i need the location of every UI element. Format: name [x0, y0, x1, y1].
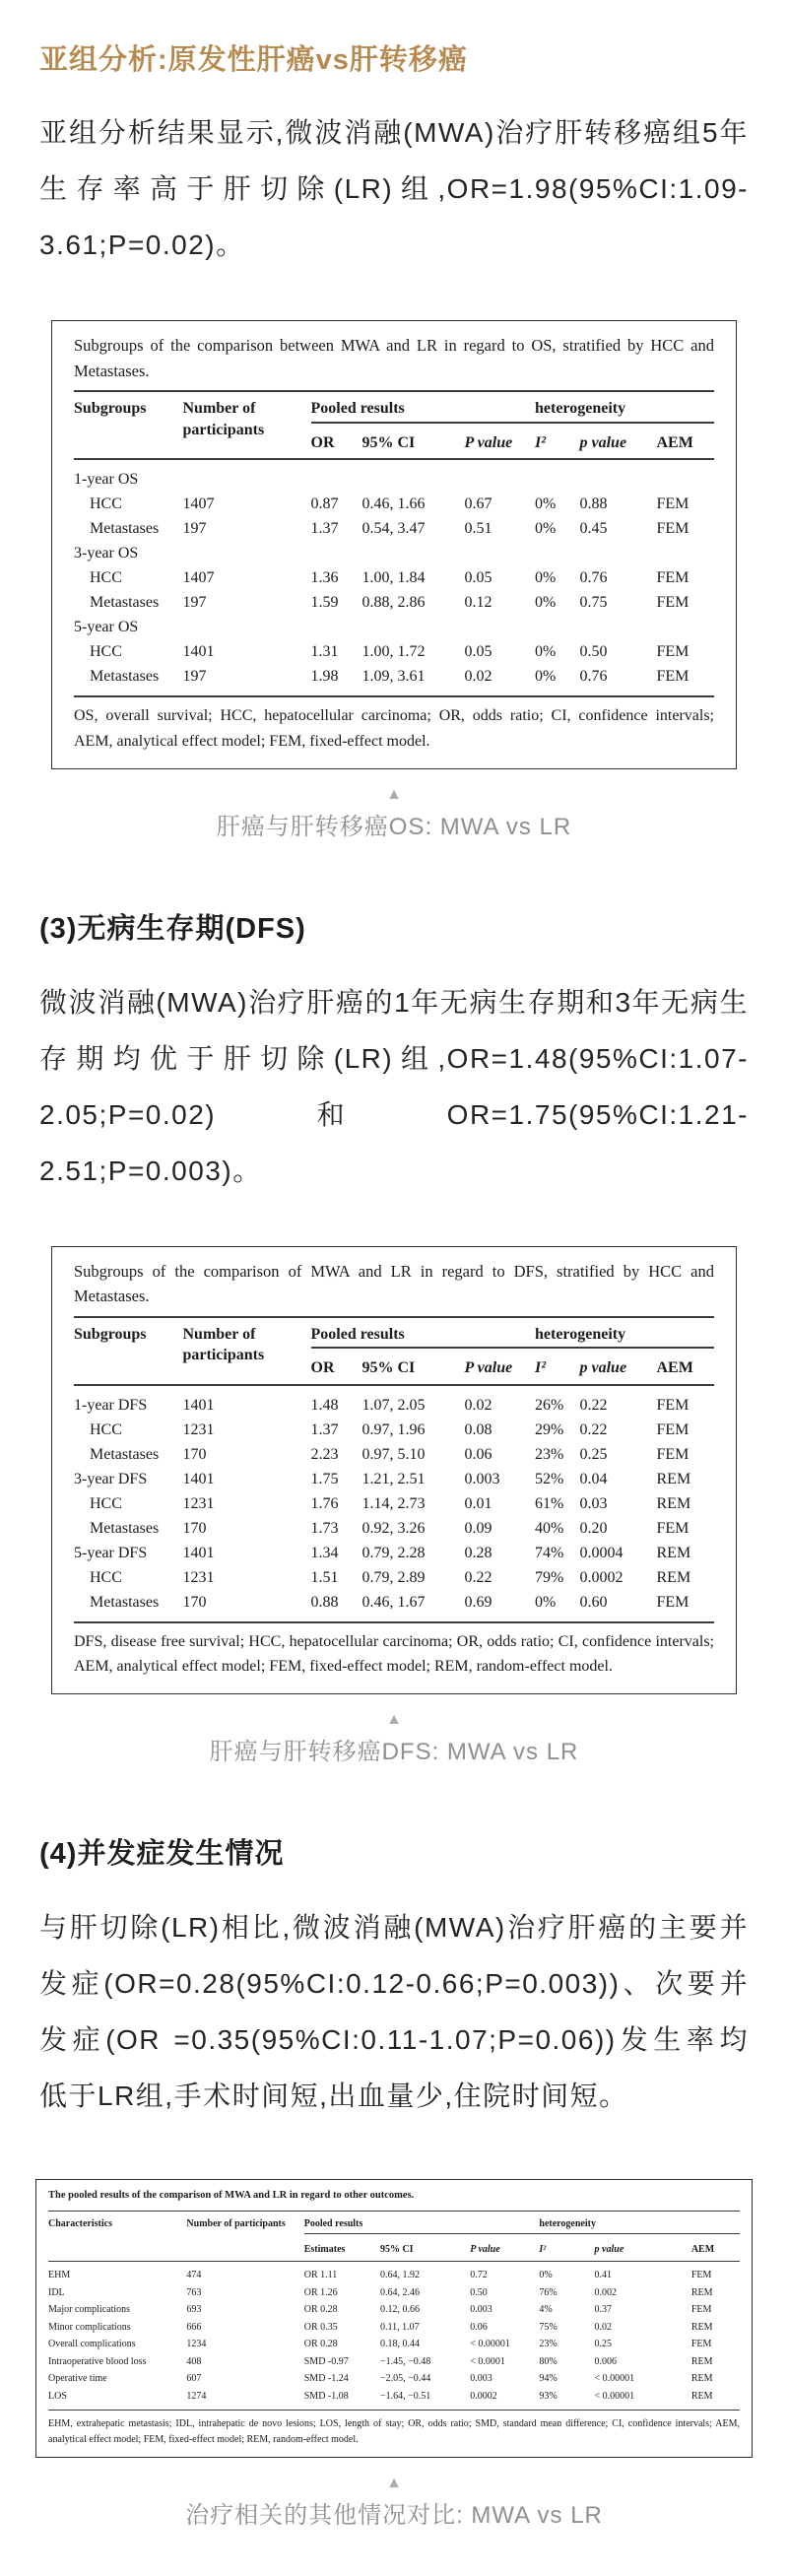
row-cell: 0.003 [470, 2373, 492, 2385]
row-cell: 1.98 [310, 668, 339, 686]
row-label: EHM [48, 2270, 71, 2281]
dfs-paragraph: 微波消融(MWA)治疗肝癌的1年无病生存期和3年无病生存期均优于肝切除(LR)组,OR=1.48(95%CI:1.07-2.05;P=0.02)和OR=1.75(95%CI:1.21-2.51;P=0.003)。 [39, 986, 749, 1186]
row-cell: 693 [186, 2304, 202, 2316]
row-cell: −1.64, −0.51 [379, 2390, 431, 2402]
row-cell [535, 615, 580, 639]
row-cell: 1234 [186, 2339, 207, 2350]
row-cell: 1.59 [310, 594, 339, 612]
row-cell: 0.97, 5.10 [361, 1445, 426, 1463]
table-row [74, 1467, 714, 1491]
row-cell: FEM [656, 1445, 690, 1463]
dfs-figure-caption: 肝癌与肝转移癌DFS: MWA vs LR [209, 1739, 579, 1765]
row-cell: 0.97, 1.96 [361, 1420, 426, 1438]
col-header-aem: AEM [657, 423, 715, 460]
row-cell [657, 541, 715, 565]
row-cell: FEM [656, 1593, 690, 1611]
row-label: HCC [90, 643, 122, 661]
row-cell: 0.0002 [470, 2390, 497, 2402]
row-cell: REM [690, 2286, 713, 2298]
row-cell: SMD -1.24 [303, 2373, 349, 2385]
row-cell [183, 541, 311, 565]
row-cell: 1274 [186, 2390, 207, 2402]
row-cell: 0.25 [579, 1445, 608, 1463]
row-cell: OR 0.35 [303, 2321, 338, 2333]
row-cell: REM [690, 2321, 713, 2333]
col-header-i2: I² [535, 1348, 580, 1385]
row-cell: 0.12, 0.66 [379, 2304, 420, 2316]
row-cell: 0% [535, 520, 557, 538]
row-cell: 0.51 [464, 520, 492, 538]
row-cell [580, 459, 657, 492]
col-header-subgroups: Subgroups [74, 1318, 183, 1385]
os-table-figure [51, 320, 737, 769]
row-cell: 23% [535, 1445, 564, 1463]
row-cell: 93% [539, 2390, 558, 2402]
row-cell: −1.45, −0.48 [379, 2355, 431, 2367]
row-cell: FEM [656, 643, 690, 661]
table-row [74, 1385, 714, 1418]
row-cell: 76% [539, 2286, 558, 2298]
row-cell [580, 615, 657, 639]
row-cell [183, 459, 311, 492]
row-cell: 0.18, 0.44 [379, 2339, 420, 2350]
row-cell: FEM [656, 520, 690, 538]
row-cell: OR 1.26 [303, 2286, 338, 2298]
row-cell: 0.06 [464, 1445, 492, 1463]
row-cell: 0.76 [579, 569, 608, 587]
table-row [74, 615, 714, 639]
row-cell: 0.92, 3.26 [361, 1519, 426, 1537]
row-cell: 0.003 [464, 1470, 500, 1487]
row-cell: 0.50 [470, 2286, 488, 2298]
row-cell: 0.76 [579, 668, 608, 686]
col-header-i2: I² [539, 2233, 594, 2262]
row-cell: 0.50 [579, 643, 608, 661]
col-header-or: OR [311, 423, 362, 460]
row-label: HCC [90, 1568, 122, 1586]
row-cell [535, 459, 580, 492]
os-table-footnote: OS, overall survival; HCC, hepatocellular carcinoma; OR, odds ratio; CI, confidence intervals; AEM, analytical effect model; FEM, fixed-effect model. [74, 695, 714, 754]
col-header-participants: Number of participants [186, 2212, 303, 2262]
row-cell: 1407 [182, 569, 215, 587]
row-label: IDL [48, 2286, 65, 2298]
row-label: Overall complications [48, 2339, 136, 2350]
row-label: 1-year OS [74, 471, 139, 489]
row-label: Minor complications [48, 2321, 131, 2333]
row-cell: 0.22 [579, 1420, 608, 1438]
table-row [48, 2336, 740, 2353]
table-row [74, 492, 714, 516]
row-cell: 0.06 [470, 2321, 488, 2333]
row-cell: FEM [690, 2270, 712, 2281]
row-cell: FEM [690, 2339, 712, 2350]
outcomes-table-figure [35, 2179, 753, 2458]
table-row [74, 664, 714, 695]
row-cell: 1.14, 2.73 [361, 1494, 426, 1512]
col-header-or: OR [311, 1348, 362, 1385]
row-cell: 0.09 [464, 1519, 492, 1537]
col-group-pooled-results: Pooled results [311, 1318, 536, 1349]
row-cell: 666 [186, 2321, 202, 2333]
row-cell: REM [656, 1470, 691, 1487]
table-row [48, 2262, 740, 2284]
col-header-i2: I² [535, 423, 580, 460]
row-cell: 0.45 [579, 520, 608, 538]
col-header-estimates: Estimates [304, 2233, 380, 2262]
row-label: 5-year OS [74, 619, 139, 636]
col-header-aem: AEM [691, 2233, 740, 2262]
row-cell: 0% [535, 1593, 557, 1611]
row-cell: 0.54, 3.47 [361, 520, 426, 538]
row-cell: < 0.00001 [594, 2373, 635, 2385]
row-cell: 0.46, 1.66 [361, 495, 426, 513]
row-cell: 0.02 [464, 1396, 492, 1414]
row-cell [657, 615, 715, 639]
row-label: LOS [48, 2390, 67, 2402]
row-cell [362, 615, 465, 639]
row-cell [465, 541, 536, 565]
row-cell: 1.09, 3.61 [361, 668, 426, 686]
table-row [48, 2284, 740, 2302]
table-row [74, 516, 714, 541]
row-cell: FEM [690, 2304, 712, 2316]
col-header-participants: Number of participants [183, 392, 311, 459]
row-label: Operative time [48, 2373, 107, 2385]
row-cell: 75% [539, 2321, 558, 2333]
row-cell [465, 615, 536, 639]
row-cell: REM [690, 2355, 713, 2367]
row-label: Major complications [48, 2304, 131, 2316]
row-label: HCC [90, 1494, 122, 1512]
row-cell: 0.01 [464, 1494, 492, 1512]
row-cell: 0.75 [579, 594, 608, 612]
section-heading-dfs: (3)无病生存期(DFS) [39, 912, 306, 945]
row-cell: 408 [186, 2355, 202, 2367]
row-label: HCC [90, 495, 122, 513]
col-group-pooled-results: Pooled results [304, 2212, 540, 2233]
row-cell: 0% [535, 643, 557, 661]
row-label: Metastases [90, 594, 160, 612]
row-cell: 0.41 [594, 2270, 613, 2281]
row-cell: FEM [656, 668, 690, 686]
col-header-aem: AEM [657, 1348, 715, 1385]
table-row [48, 2301, 740, 2319]
row-cell: < 0.00001 [470, 2339, 510, 2350]
row-cell: 0.79, 2.28 [361, 1544, 426, 1561]
os-table-title: Subgroups of the comparison between MWA and LR in regard to OS, stratified by HCC and Metastases. [74, 333, 714, 392]
outcomes-table [48, 2212, 740, 2410]
row-cell: REM [690, 2373, 713, 2385]
row-label: HCC [90, 569, 122, 587]
row-label: Metastases [90, 1445, 160, 1463]
row-cell: 170 [182, 1593, 207, 1611]
row-cell [311, 459, 362, 492]
col-header-characteristics: Characteristics [48, 2212, 186, 2262]
col-header-p-value: P value [465, 1348, 536, 1385]
row-cell: 0% [535, 668, 557, 686]
row-cell: 0.11, 1.07 [379, 2321, 420, 2333]
row-cell: 1231 [182, 1420, 215, 1438]
row-cell: 197 [182, 520, 207, 538]
table-row [48, 2388, 740, 2411]
row-cell: 0.28 [464, 1544, 492, 1561]
row-cell: 0.04 [579, 1470, 608, 1487]
row-cell: REM [656, 1568, 691, 1586]
table-row [48, 2319, 740, 2337]
col-group-heterogeneity: heterogeneity [535, 1318, 714, 1349]
dfs-table [74, 1318, 714, 1621]
row-cell [183, 615, 311, 639]
row-cell: 0.006 [594, 2355, 618, 2367]
row-label: 3-year DFS [74, 1470, 148, 1487]
row-cell: 0.0002 [579, 1568, 624, 1586]
row-cell: 1.21, 2.51 [361, 1470, 426, 1487]
row-cell: REM [656, 1494, 691, 1512]
row-cell: 0.88 [310, 1593, 339, 1611]
row-cell: 0.05 [464, 643, 492, 661]
row-cell: 0.0004 [579, 1544, 624, 1561]
row-cell: 197 [182, 668, 207, 686]
row-cell: 763 [186, 2286, 202, 2298]
row-label: Metastases [90, 668, 160, 686]
row-label: Intraoperative blood loss [48, 2355, 147, 2367]
row-cell: 0% [535, 495, 557, 513]
col-header-ci: 95% CI [362, 1348, 465, 1385]
row-cell: 0.88, 2.86 [361, 594, 426, 612]
row-cell: FEM [656, 495, 690, 513]
row-cell: 0.22 [579, 1396, 608, 1414]
row-cell: 0.20 [579, 1519, 608, 1537]
row-cell [657, 459, 715, 492]
row-label: 3-year OS [74, 545, 139, 562]
row-cell: 0.87 [310, 495, 339, 513]
intro-paragraph: 亚组分析结果显示,微波消融(MWA)治疗肝转移癌组5年生存率高于肝切除(LR)组,OR=1.98(95%CI:1.09-3.61;P=0.02)。 [39, 117, 749, 260]
row-cell: SMD -0.97 [303, 2355, 349, 2367]
col-header-het-p-value: p value [580, 423, 657, 460]
row-cell: 1.76 [310, 1494, 339, 1512]
row-cell: 94% [539, 2373, 558, 2385]
col-header-p-value: P value [470, 2233, 539, 2262]
row-cell: 1.51 [310, 1568, 339, 1586]
row-cell: 0.67 [464, 495, 492, 513]
row-cell: REM [656, 1544, 691, 1561]
col-header-subgroups: Subgroups [74, 392, 183, 459]
row-cell: 1231 [182, 1568, 215, 1586]
table-row [74, 590, 714, 615]
row-cell [362, 541, 465, 565]
col-group-pooled-results: Pooled results [311, 392, 536, 423]
table-row [74, 459, 714, 492]
table-row [74, 1442, 714, 1467]
col-header-participants: Number of participants [183, 1318, 311, 1385]
row-cell [580, 541, 657, 565]
outcomes-table-title: The pooled results of the comparison of MWA and LR in regard to other outcomes. [48, 2188, 740, 2212]
row-cell: 74% [535, 1544, 564, 1561]
table-row [74, 1565, 714, 1590]
row-cell: 0.12 [464, 594, 492, 612]
row-label: Metastases [90, 1593, 160, 1611]
row-cell: 26% [535, 1396, 564, 1414]
row-cell: 0.02 [594, 2321, 613, 2333]
table-row [48, 2353, 740, 2371]
complications-paragraph: 与肝切除(LR)相比,微波消融(MWA)治疗肝癌的主要并发症(OR=0.28(95%CI:0.12-0.66;P=0.003))、次要并发症(OR =0.35(95%CI:0.11-1.07;P=0.06))发生率均低于LR组,手术时间短,出血量少,住院时间短。 [39, 1912, 749, 2111]
col-group-heterogeneity: heterogeneity [535, 392, 714, 423]
row-cell [535, 541, 580, 565]
row-cell: 0% [539, 2270, 553, 2281]
row-cell: FEM [656, 569, 690, 587]
row-cell: 40% [535, 1519, 564, 1537]
row-cell: OR 0.28 [303, 2304, 338, 2316]
row-cell: 1.36 [310, 569, 339, 587]
dfs-table-figure [51, 1246, 737, 1695]
table-row [74, 1541, 714, 1565]
row-cell: 0.03 [579, 1494, 608, 1512]
row-cell: 0.22 [464, 1568, 492, 1586]
row-cell: −2.05, −0.44 [379, 2373, 431, 2385]
row-cell: 61% [535, 1494, 564, 1512]
row-cell [362, 459, 465, 492]
row-cell: 1.37 [310, 1420, 339, 1438]
row-cell: < 0.00001 [594, 2390, 635, 2402]
row-cell [311, 615, 362, 639]
row-cell: 0.002 [594, 2286, 618, 2298]
row-label: HCC [90, 1420, 122, 1438]
row-cell: 0.46, 1.67 [361, 1593, 426, 1611]
row-label: Metastases [90, 520, 160, 538]
row-label: Metastases [90, 1519, 160, 1537]
row-cell: 170 [182, 1519, 207, 1537]
row-cell: 1401 [182, 1470, 215, 1487]
row-cell: 0% [535, 594, 557, 612]
caption-triangle-icon: ▲ [386, 2475, 402, 2492]
table-row [74, 541, 714, 565]
row-cell: 1.34 [310, 1544, 339, 1561]
row-cell: 1.73 [310, 1519, 339, 1537]
row-cell: 0% [535, 569, 557, 587]
row-cell: OR 0.28 [303, 2339, 338, 2350]
row-cell: < 0.0001 [470, 2355, 505, 2367]
row-cell: OR 1.11 [303, 2270, 338, 2281]
dfs-table-title: Subgroups of the comparison of MWA and LR in regard to DFS, stratified by HCC and Metastases. [74, 1259, 714, 1318]
row-cell: 0.08 [464, 1420, 492, 1438]
row-cell: 0.60 [579, 1593, 608, 1611]
row-cell: 23% [539, 2339, 558, 2350]
row-cell: 0.79, 2.89 [361, 1568, 426, 1586]
section-heading-complications: (4)并发症发生情况 [39, 1838, 285, 1870]
row-cell: 1401 [182, 1544, 215, 1561]
row-cell: 1.00, 1.72 [361, 643, 426, 661]
row-label: 5-year DFS [74, 1544, 148, 1561]
table-row [74, 565, 714, 590]
table-row [74, 1418, 714, 1442]
dfs-table-footnote: DFS, disease free survival; HCC, hepatocellular carcinoma; OR, odds ratio; CI, confidence intervals; AEM, analytical effect model; FEM, fixed-effect model; REM, random-effect model. [74, 1621, 714, 1680]
row-cell: 1.48 [310, 1396, 339, 1414]
col-header-p-value: P value [465, 423, 536, 460]
caption-triangle-icon: ▲ [386, 1711, 402, 1728]
row-cell [465, 459, 536, 492]
row-cell: 80% [539, 2355, 558, 2367]
col-header-het-p-value: p value [580, 1348, 657, 1385]
row-cell: 0.05 [464, 569, 492, 587]
caption-triangle-icon: ▲ [386, 785, 402, 803]
col-header-het-p-value: p value [595, 2233, 691, 2262]
row-cell: REM [690, 2390, 713, 2402]
row-cell: 0.64, 2.46 [379, 2286, 420, 2298]
row-cell: 79% [535, 1568, 564, 1586]
row-cell: 0.02 [464, 668, 492, 686]
row-cell: 1.37 [310, 520, 339, 538]
row-cell: 1401 [182, 1396, 215, 1414]
col-header-ci: 95% CI [380, 2233, 470, 2262]
row-cell: 170 [182, 1445, 207, 1463]
os-figure-caption: 肝癌与肝转移癌OS: MWA vs LR [216, 813, 572, 840]
table-row [74, 639, 714, 664]
table-row [74, 1516, 714, 1541]
row-cell: 1.00, 1.84 [361, 569, 426, 587]
row-cell: 0.25 [594, 2339, 613, 2350]
article-title: 亚组分析:原发性肝癌vs肝转移癌 [39, 44, 468, 76]
table-row [74, 1491, 714, 1516]
row-cell: FEM [656, 1396, 690, 1414]
row-label: 1-year DFS [74, 1396, 148, 1414]
row-cell: FEM [656, 1519, 690, 1537]
row-cell: 0.64, 1.92 [379, 2270, 420, 2281]
row-cell: SMD -1.08 [303, 2390, 349, 2402]
row-cell: 2.23 [310, 1445, 339, 1463]
row-cell: 1401 [182, 643, 215, 661]
table-row [74, 1590, 714, 1621]
row-cell: 1407 [182, 495, 215, 513]
row-cell: 0.37 [594, 2304, 613, 2316]
col-header-ci: 95% CI [362, 423, 465, 460]
row-cell: 29% [535, 1420, 564, 1438]
col-group-heterogeneity: heterogeneity [539, 2212, 740, 2233]
row-cell: 474 [186, 2270, 202, 2281]
row-cell: 1.07, 2.05 [361, 1396, 426, 1414]
row-cell: FEM [656, 1420, 690, 1438]
row-cell: 0.88 [579, 495, 608, 513]
row-cell: 4% [539, 2304, 553, 2316]
row-cell: 0.003 [470, 2304, 492, 2316]
table-row [48, 2370, 740, 2388]
row-cell: FEM [656, 594, 690, 612]
row-cell: 52% [535, 1470, 564, 1487]
row-cell: 0.69 [464, 1593, 492, 1611]
row-cell: 607 [186, 2373, 202, 2385]
row-cell: 1231 [182, 1494, 215, 1512]
row-cell: 1.75 [310, 1470, 339, 1487]
os-table [74, 392, 714, 695]
row-cell [311, 541, 362, 565]
row-cell: 1.31 [310, 643, 339, 661]
outcomes-figure-caption: 治疗相关的其他情况对比: MWA vs LR [185, 2502, 603, 2530]
row-cell: 0.72 [470, 2270, 488, 2281]
row-cell: 197 [182, 594, 207, 612]
outcomes-table-footnote: EHM, extrahepatic metastasis; IDL, intrahepatic de novo lesions; LOS, length of stay; OR, odds ratio; SMD, standard mean difference; CI, confidence intervals; AEM, analytical effect model; FEM, fixed-effect model; REM, random-effect model. [48, 2410, 740, 2447]
